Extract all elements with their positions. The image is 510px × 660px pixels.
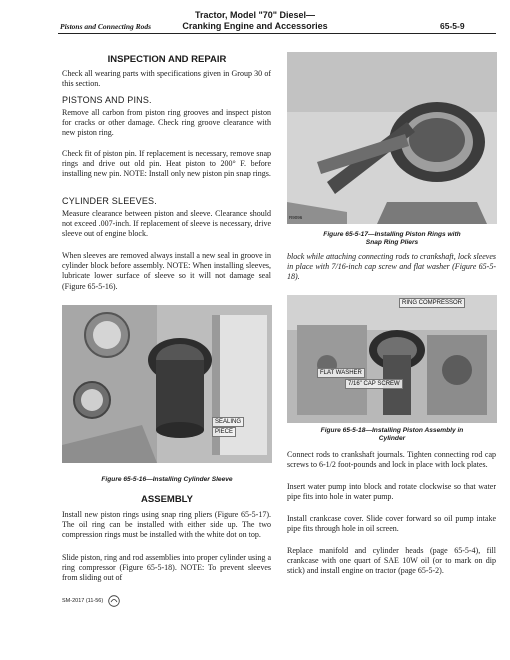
callout-sealing: SEALING	[212, 417, 244, 427]
page-title	[0, 10, 510, 32]
paragraph-lock-sleeves: block while attaching connecting rods to crankshaft, lock sleeves in place with 7/16-inch cap screw and flat washer (Figure 65-5-18).	[287, 252, 496, 282]
figure-18-photo	[287, 295, 497, 423]
figure-16-photo	[62, 305, 272, 463]
figure-17-caption-line1: Figure 65-5-17—Installing Piston Rings with	[323, 231, 461, 238]
subheading-pistons-pins: PISTONS AND PINS.	[62, 95, 152, 105]
figure-18-caption-line2: Cylinder	[378, 435, 406, 442]
figure-17-photo	[287, 52, 497, 224]
header-rule	[58, 33, 496, 34]
figure-18-caption-line1: Figure 65-5-18—Installing Piston Assembly in	[320, 427, 464, 434]
page-number: 65-5-9	[440, 21, 465, 31]
running-header-left: Pistons and Connecting Rods	[60, 22, 152, 31]
page-title-line2: Cranking Engine and Accessories	[182, 21, 328, 31]
footer-code: SM-2017 (11-56)	[62, 598, 104, 604]
paragraph-replace-manifold: Replace manifold and cylinder heads (page 65-5-4), fill crankcase with one quart of SAE 10W oil (or to mark on dip stick) and install engine on tractor (page 65-5-2).	[287, 546, 496, 576]
paragraph-piston-pin: Check fit of piston pin. If replacement is necessary, remove snap rings and drive out old pin. Heat piston to 200° F. before installing new pin. NOTE: Install only new piston pin snap rings.	[62, 149, 271, 179]
paragraph-remove-carbon: Remove all carbon from piston ring grooves and inspect piston for cracks or other damage. Check ring groove clearance with new piston ring.	[62, 108, 271, 138]
callout-cap-screw: 7/16" CAP SCREW	[345, 379, 403, 389]
snap-ring-pliers-illustration	[287, 52, 497, 224]
subheading-cylinder-sleeves: CYLINDER SLEEVES.	[62, 196, 157, 206]
page-title-line1: Tractor, Model "70" Diesel—	[194, 10, 316, 20]
paragraph-connect-rods: Connect rods to crankshaft journals. Tighten connecting rod cap screws to 6-1/2 foot-pounds and lock in place with lock plates.	[287, 450, 496, 470]
paragraph-check-parts: Check all wearing parts with specifications given in Group 30 of this section.	[62, 69, 271, 89]
section-heading-assembly: ASSEMBLY	[141, 494, 193, 505]
piston-assembly-illustration	[287, 295, 497, 423]
figure-18-caption	[287, 427, 497, 443]
figure-17-caption-line2: Snap Ring Pliers	[365, 239, 419, 246]
figure-16-caption: Figure 65-5-16—Installing Cylinder Sleeve	[101, 476, 233, 483]
paragraph-install-rings: Install new piston rings using snap ring pliers (Figure 65-5-17). The oil ring can be installed with either side up. The two compression rings must be installed with the white dot on top.	[62, 510, 271, 540]
callout-ring-compressor: RING COMPRESSOR	[399, 298, 465, 308]
figure-17-caption	[287, 231, 497, 247]
callout-piece: PIECE	[212, 427, 236, 437]
paragraph-slide-piston: Slide piston, ring and rod assemblies into proper cylinder using a ring compressor (Figure 65-5-18). NOTE: To prevent sleeves from sliding out of	[62, 553, 271, 583]
paragraph-water-pump: Insert water pump into block and rotate clockwise so that water pipe fits into hole in water pump.	[287, 482, 496, 502]
figure-17-tag: R9096	[289, 215, 303, 220]
cylinder-sleeve-illustration	[62, 305, 272, 463]
paragraph-crankcase-cover: Install crankcase cover. Slide cover forward so oil pump intake pipe fits through hole in oil screen.	[287, 514, 496, 534]
paragraph-new-seal: When sleeves are removed always install a new seal in groove in cylinder block before assembly. NOTE: When installing sleeves, lubricate lower surface of sleeve so it will not damage seal (Figure 65-5-16).	[62, 251, 271, 291]
paragraph-measure-clearance: Measure clearance between piston and sleeve. Clearance should not exceed .007-inch. If replacement of sleeve is necessary, drive sleeve out of engine block.	[62, 209, 271, 239]
section-heading-inspection: INSPECTION AND REPAIR	[107, 54, 227, 65]
callout-flat-washer: FLAT WASHER	[317, 368, 365, 378]
footer-logo-icon	[108, 594, 120, 606]
